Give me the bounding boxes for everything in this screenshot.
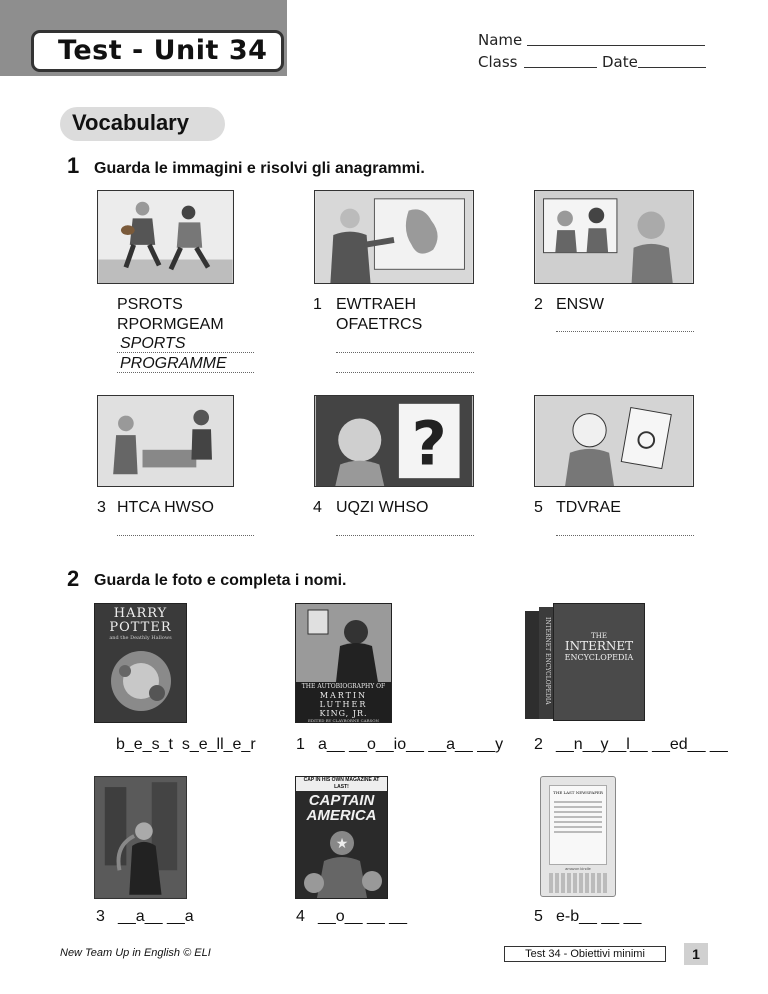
example-anagram-line2: RPORMGEAM — [117, 316, 224, 333]
ex2-item-4-word[interactable]: __o__ __ __ — [318, 908, 407, 925]
page-title: Test - Unit 34 — [58, 35, 268, 66]
item-3-number: 3 — [97, 499, 106, 516]
exercise-1-number: 1 — [67, 153, 80, 178]
book-spine-2 — [539, 607, 553, 719]
ex2-item-5-number: 5 — [534, 908, 543, 925]
harry-potter-subtitle: and the Deathly Hallows — [109, 635, 172, 641]
e-reader-keyboard — [549, 873, 607, 893]
e-reader-device — [540, 776, 616, 897]
name-line[interactable] — [527, 45, 705, 46]
example-answer-underline1 — [117, 352, 254, 353]
ex2-example-word: b_e_s_t s_e_ll_e_r — [116, 736, 256, 753]
chat-show-image — [97, 395, 234, 487]
svg-text:?: ? — [411, 409, 447, 480]
date-line[interactable] — [638, 67, 706, 68]
item-4-answer-line[interactable] — [336, 535, 474, 536]
e-reader-brand: amazon kindle — [565, 866, 591, 871]
item-5-answer-line[interactable] — [556, 535, 694, 536]
item-1-anagram-line2: OFAETRCS — [336, 316, 423, 333]
class-line[interactable] — [524, 67, 597, 68]
ex2-item-2-word[interactable]: __n__y__l__ __ed__ __ — [556, 736, 728, 753]
page-number: 1 — [684, 943, 708, 965]
harry-potter-title: HARRY POTTER — [109, 606, 172, 635]
example-anagram-line1: PSROTS — [117, 296, 183, 313]
item-1-anagram-line1: EWTRAEH — [336, 296, 416, 313]
item-2-anagram: ENSW — [556, 296, 604, 313]
section-title: Vocabulary — [72, 110, 189, 135]
date-label: Date — [602, 53, 638, 71]
spine-text: INTERNET ENCYCLOPEDIA — [544, 617, 551, 705]
advert-image — [534, 395, 694, 487]
svg-text:★: ★ — [335, 836, 349, 852]
item-1-answer-line1[interactable] — [336, 352, 474, 353]
exercise-1-instruction: Guarda le immagini e risolvi gli anagrammi. — [94, 160, 425, 177]
ex2-item-2-number: 2 — [534, 736, 543, 753]
mlk-line-2: MARTIN — [319, 691, 368, 700]
footer-publisher: New Team Up in English © ELI — [60, 947, 211, 959]
name-label: Name — [478, 31, 523, 49]
item-5-anagram: TDVRAE — [556, 499, 621, 516]
enc-line-2: INTERNET — [564, 639, 634, 653]
exercise-2-instruction: Guarda le foto e completa i nomi. — [94, 572, 347, 589]
example-answer-line1: SPORTS — [120, 335, 186, 352]
enc-line-3: ENCYCLOPEDIA — [564, 653, 634, 662]
captain-america-comic — [295, 776, 388, 899]
ex2-item-3-number: 3 — [96, 908, 105, 925]
mlk-line-5: EDITED BY CLAYBORNE CARSON — [307, 718, 380, 723]
item-1-number: 1 — [313, 296, 322, 313]
exercise-2-number: 2 — [67, 566, 80, 591]
class-label: Class — [478, 53, 518, 71]
footer-test-label: Test 34 - Obiettivi minimi — [504, 946, 666, 962]
book-front — [553, 603, 645, 721]
comic-top-text: CAP IN HIS OWN MAGAZINE AT LAST! — [296, 777, 387, 791]
ex2-item-1-word[interactable]: a__ __o__io__ __a__ __y — [318, 736, 504, 753]
e-reader-screen — [549, 785, 607, 865]
internet-encyclopedia-books — [525, 603, 647, 723]
ex2-item-3-word[interactable]: __a__ __a — [118, 908, 194, 925]
item-2-answer-line[interactable] — [556, 331, 694, 332]
weather-forecaster-image — [314, 190, 474, 284]
news-reporter-image — [534, 190, 694, 284]
ex2-item-4-number: 4 — [296, 908, 305, 925]
ex2-item-1-number: 1 — [296, 736, 305, 753]
manga-cover — [94, 776, 187, 899]
e-reader-book-title: THE LAST NEWSPAPER — [553, 790, 603, 795]
item-3-anagram: HTCA HWSO — [117, 499, 214, 516]
item-4-anagram: UQZI WHSO — [336, 499, 429, 516]
comic-title-1: CAPTAIN — [308, 792, 375, 809]
comic-title-2: AMERICA — [306, 807, 377, 824]
example-answer-underline2 — [117, 372, 254, 373]
item-4-number: 4 — [313, 499, 322, 516]
item-3-answer-line[interactable] — [117, 535, 254, 536]
mlk-line-3: LUTHER — [319, 700, 368, 709]
harry-potter-cover — [94, 603, 187, 723]
rugby-players-image — [97, 190, 234, 284]
item-2-number: 2 — [534, 296, 543, 313]
mlk-autobiography-cover — [295, 603, 392, 723]
book-spine-1 — [525, 611, 539, 719]
mlk-line-1: THE AUTOBIOGRAPHY OF — [301, 683, 386, 690]
item-5-number: 5 — [534, 499, 543, 516]
quiz-show-image — [314, 395, 474, 487]
enc-line-1: THE — [591, 632, 607, 640]
example-answer-line2: PROGRAMME — [120, 355, 227, 372]
item-1-answer-line2[interactable] — [336, 372, 474, 373]
mlk-line-4: KING, JR. — [319, 709, 368, 718]
ex2-item-5-word[interactable]: e-b__ __ __ — [556, 908, 642, 925]
